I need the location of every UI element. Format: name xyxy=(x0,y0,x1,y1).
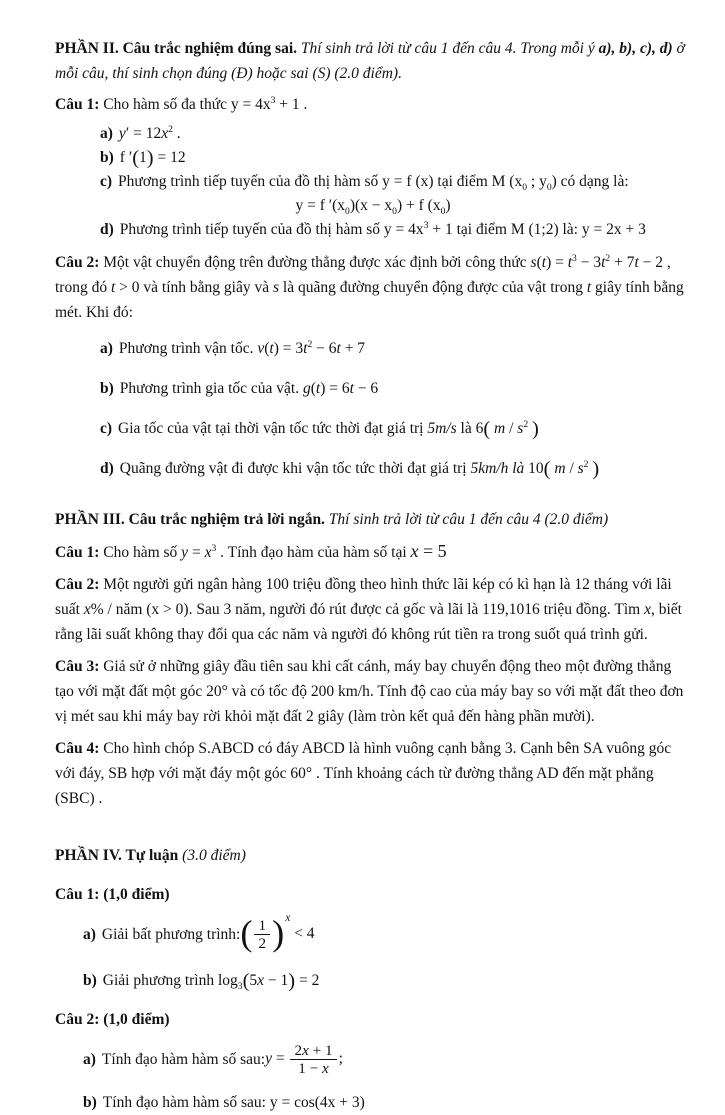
part2-q2-item-b xyxy=(55,374,691,401)
item-text: Giải phương trình $\log_3(5x - 1) = 2$ xyxy=(102,969,320,993)
part3-question-3 xyxy=(55,654,691,729)
part2-q2-item-a xyxy=(55,334,691,361)
item-label: d) xyxy=(100,221,114,238)
part3-question-1 xyxy=(55,539,691,565)
part3-heading-instructions: Thí sinh trả lời từ câu 1 đến câu 4 (2.0 điểm) xyxy=(324,511,609,528)
item-label: a) xyxy=(100,125,113,142)
question-label: Câu 1: (1,0 điểm) xyxy=(55,886,170,903)
part3-heading-title: PHẦN III. Câu trắc nghiệm trả lời ngắn. xyxy=(55,511,325,528)
part4-question-1 xyxy=(55,882,691,907)
fraction-denominator: 1 − x xyxy=(290,1059,336,1077)
item-label: b) xyxy=(100,380,114,397)
item-label: b) xyxy=(100,149,114,166)
question-text: Giả sử ở những giây đầu tiên sau khi cất cánh, máy bay chuyển động theo một đường thẳng tạo với mặt đất một góc 20° và có tốc độ 200 km/h. Tính độ cao của máy bay so với mặt đất theo đơn vị mét sau khi máy bay rời khỏi mặt đất 2 giây (làm tròn kết quả đến hàng phần mười). xyxy=(55,658,684,725)
item-text: Gia tốc của vật tại thời vận tốc tức thời đạt giá trị 5m/s là 6( m / $s^2$ ) xyxy=(118,417,539,440)
item-text: Giải bất phương trình: xyxy=(101,925,241,943)
item-text: f ′(1) = 12 xyxy=(119,146,186,169)
part4-heading-title: PHẦN IV. Tự luận xyxy=(55,847,179,864)
fraction-numerator: 2x + 1 xyxy=(294,1042,333,1059)
fraction-numerator: 1 xyxy=(258,917,267,934)
item-text: Phương trình gia tốc của vật. g(t) = 6t − 6 xyxy=(119,380,379,397)
exponent-x: x xyxy=(285,912,291,925)
part2-question-2 xyxy=(55,250,691,325)
part4-q1-item-a xyxy=(55,912,691,953)
part2-heading-instructions: Thí sinh trả lời từ câu 1 đến câu 4. Trong mỗi ý a), b), c), d) ở mỗi câu, thí sinh chọn đúng (Đ) hoặc sai (S) (2.0 điểm). xyxy=(55,40,685,82)
item-text: Phương trình vận tốc. $v(t) = 3t^2 - 6t + 7$ xyxy=(118,338,366,357)
fraction-one-half xyxy=(254,917,270,952)
item-label: a) xyxy=(83,925,96,943)
question-label: Câu 3: xyxy=(55,658,100,675)
math-x-equals-5: x = 5 xyxy=(410,541,447,561)
question-text: Cho hàm số đa thức $y = 4x^3 + 1$ . xyxy=(103,94,308,113)
part2-q1-item-d xyxy=(55,218,691,242)
part3-heading xyxy=(55,507,691,532)
part4-heading-points: (3.0 điểm) xyxy=(178,847,246,864)
item-label: c) xyxy=(100,420,113,437)
part2-q2-item-c xyxy=(55,414,691,441)
math-lead: y = xyxy=(265,1050,289,1068)
item-label: a) xyxy=(100,340,113,357)
item-text: Quãng đường vật đi được khi vận tốc tức thời đạt giá trị 5km/h là 10( m / $s^2$ ) xyxy=(119,457,600,480)
question-label: Câu 2: xyxy=(55,254,100,271)
question-text: Một vật chuyển động trên đường thẳng được xác định bởi công thức $s(t) = t^3 - 3t^2 + 7t - 2$ , trong đó t > 0 và tính bằng giây và s là quãng đường chuyển động được của vật trong t giây tính bằng mét. Khi đó: xyxy=(55,252,684,321)
item-text: $y' = 12x^2$ . xyxy=(118,123,181,142)
item-text: Tính đạo hàm hàm số sau: xyxy=(101,1050,266,1068)
item-text: Phương trình tiếp tuyến của đồ thị hàm số y = f (x) tại điểm M ($x_0$ ; $y_0$) có dạng là: xyxy=(118,173,629,194)
part2-question-1 xyxy=(55,92,691,117)
item-label: b) xyxy=(83,1094,97,1111)
part2-q2-item-d xyxy=(55,454,691,481)
tangent-line-formula: y = f $'(x_0)(x - x_0) + f$ $(x_0)$ xyxy=(295,197,451,218)
question-label: Câu 1: xyxy=(55,544,100,561)
question-text: Một người gửi ngân hàng 100 triệu đồng theo hình thức lãi kép có kì hạn là 12 tháng với lãi suất x% / năm (x > 0). Sau 3 năm, người đó rút được cả gốc và lãi là 119,1016 triệu đồng. Tìm x, biết rằng lãi suất không thay đổi qua các năm và người đó không rút tiền ra trong suốt quá trình gửi. xyxy=(55,576,682,643)
part3-question-4 xyxy=(55,736,691,811)
question-text: Cho hàm số $y = x^3$ . Tính đạo hàm của hàm số tại xyxy=(103,542,411,561)
part4-q2-item-b xyxy=(55,1091,691,1115)
question-text: Cho hình chóp S.ABCD có đáy ABCD là hình vuông cạnh bằng 3. Cạnh bên SA vuông góc với đáy, SB hợp với mặt đáy một góc 60° . Tính khoảng cách từ đường thẳng AD đến mặt phẳng (SBC) . xyxy=(55,740,672,807)
part2-q1-item-c xyxy=(55,170,691,194)
question-label: Câu 2: (1,0 điểm) xyxy=(55,1011,170,1028)
question-label: Câu 2: xyxy=(55,576,100,593)
fraction-denominator: 2 xyxy=(254,934,270,952)
part2-q1-item-a xyxy=(55,122,691,146)
item-text: Tính đạo hàm hàm số sau: y = cos(4x + 3) xyxy=(102,1094,365,1111)
item-label: a) xyxy=(83,1050,96,1068)
fraction-2x-plus-1-over-1-minus-x xyxy=(290,1042,336,1077)
math-rational-function xyxy=(265,1042,343,1077)
part3-question-2 xyxy=(55,572,691,647)
item-text: Phương trình tiếp tuyến của đồ thị hàm số $y = 4x^3 + 1$ tại điểm M (1;2) là: y = 2x + 3 xyxy=(119,219,646,238)
math-inequality: ( $\frac{1}{2}$ )x < 4 xyxy=(240,917,314,952)
part2-heading-title: PHẦN II. Câu trắc nghiệm đúng sai. xyxy=(55,40,297,57)
inequality-tail: < 4 xyxy=(290,925,315,943)
part4-q1-item-b xyxy=(55,966,691,993)
question-label: Câu 1: xyxy=(55,96,100,113)
question-label: Câu 4: xyxy=(55,740,100,757)
item-label: c) xyxy=(100,173,113,190)
part2-q1-item-b xyxy=(55,146,691,170)
part2-heading xyxy=(55,36,691,86)
item-label: b) xyxy=(83,972,97,989)
part4-q2-item-a xyxy=(55,1042,691,1077)
part4-heading xyxy=(55,843,691,868)
part4-question-2 xyxy=(55,1007,691,1032)
semicolon: ; xyxy=(338,1050,343,1068)
item-label: d) xyxy=(100,460,114,477)
